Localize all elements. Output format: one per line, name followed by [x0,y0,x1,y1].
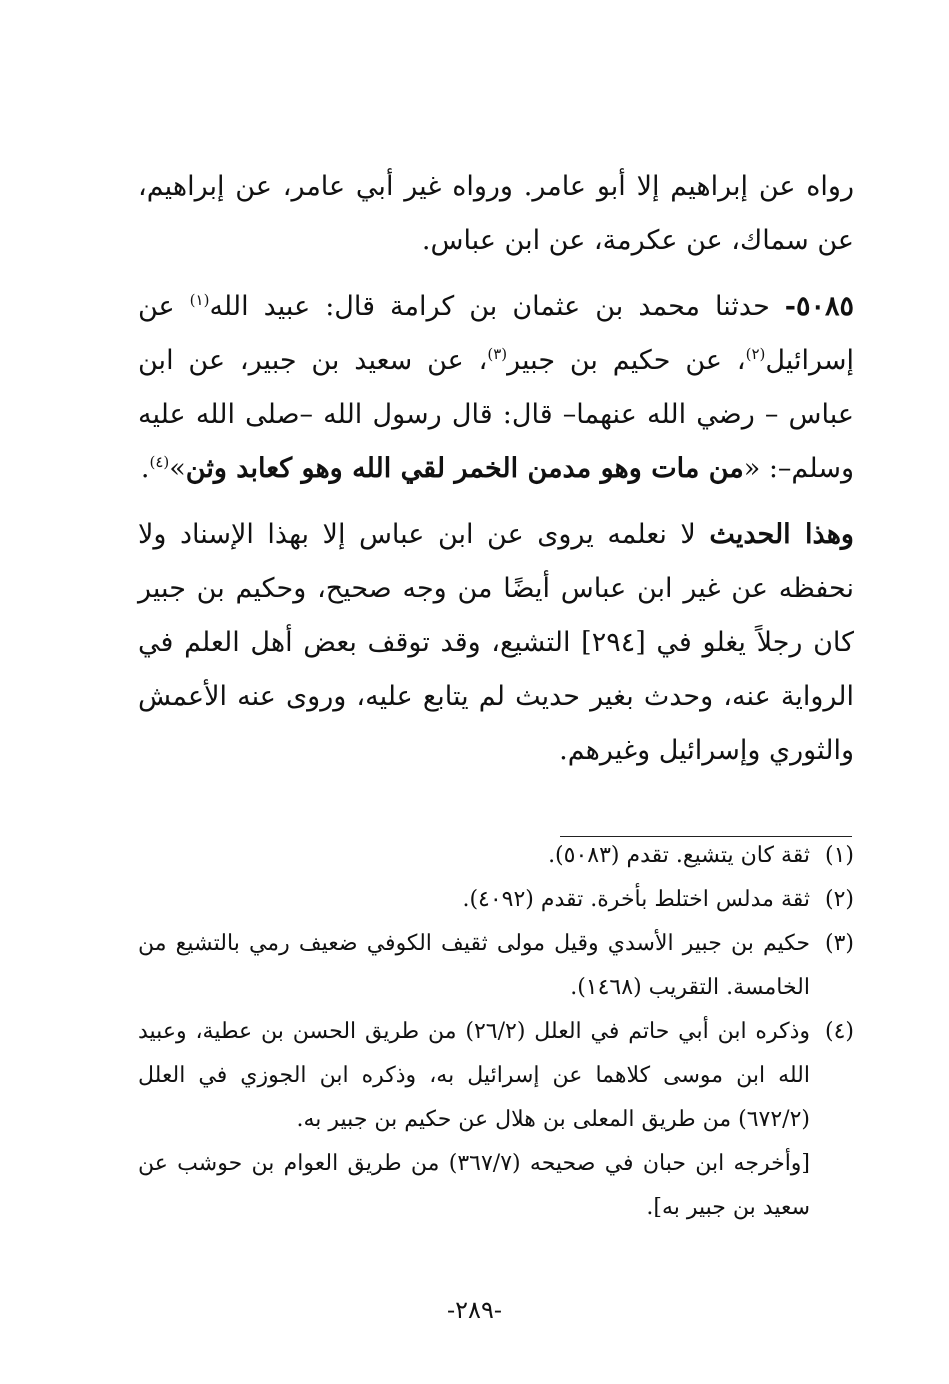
footnote-ref-4[interactable]: (٤) [149,453,170,471]
footnote-number: (٤) [824,1019,854,1044]
footnote-number: (١) [824,843,854,868]
footnote-text: وذكره ابن أبي حاتم في العلل (٢٦/٢) من طريق الحسن بن عطية، وعبيد الله ابن موسى كلاهما عن إسرائيل به، وذكره ابن الجوزي في العلل (٦٧٢/٢) من طريق المعلى بن هلال عن حكيم بن جبير به. [138,1019,810,1132]
commentary-text: لا نعلمه يروى عن ابن عباس إلا بهذا الإسناد ولا نحفظه عن غير ابن عباس أيضًا من وجه صحيح، وحكيم بن جبير كان رجلاً يغلو في [٢٩٤] التشيع، وقد توقف بعض أهل العلم في الرواية عنه، وحدث بغير حديث لم يتابع عليه، وروى عنه الأعمش والثوري وإسرائيل وغيرهم. [138,519,854,766]
footnote-3 [138,922,854,1010]
hadith-isnad-a: حدثنا محمد بن عثمان بن كرامة قال: عبيد الله [209,291,785,322]
page-number: -٢٨٩- [447,1296,502,1324]
hadith-isnad-c: ، عن حكيم بن جبير [507,345,746,376]
footnote-number: (٢) [824,887,854,912]
hadith-number: ٥٠٨٥- [784,291,854,322]
paragraph-hadith [138,280,854,496]
commentary-lead: وهذا الحديث [709,519,854,550]
hadith-isnad-d: ، عن سعيد بن جبير، عن ابن عباس – رضي الله عنهما– قال: قال رسول الله –صلى الله عليه وسلم–: « [138,345,854,484]
footnote-2 [138,878,854,922]
main-text [138,160,854,790]
footnote-4-continuation [138,1142,854,1230]
hadith-close-quote: » [169,453,186,484]
footnote-number: (٣) [824,931,854,956]
hadith-matn: من مات وهو مدمن الخمر لقي الله وهو كعابد وثن [185,453,744,484]
footnote-text: ثقة كان يتشيع. تقدم (٥٠٨٣). [548,843,810,868]
footnote-text: ثقة مدلس اختلط بأخرة. تقدم (٤٠٩٢). [462,887,810,912]
footnote-text: حكيم بن جبير الأسدي وقيل مولى ثقيف الكوفي ضعيف رمي بالتشيع من الخامسة. التقريب (١٤٦٨). [138,931,810,1000]
footnote-continuation-text: [وأخرجه ابن حبان في صحيحه (٣٦٧/٧) من طريق العوام بن حوشب عن سعيد بن جبير به]. [138,1151,811,1220]
footnote-ref-1[interactable]: (١) [189,291,210,309]
hadith-isnad-b: عن إسرائيل [138,291,854,376]
footnote-ref-2[interactable]: (٢) [745,345,766,363]
footnote-4 [138,1010,854,1142]
paragraph-commentary [138,508,854,778]
footnotes [138,830,854,1230]
paragraph-intro: رواه عن إبراهيم إلا أبو عامر. ورواه غير أبي عامر، عن إبراهيم، عن سماك، عن عكرمة، عن ابن عباس. [138,171,854,256]
footnote-1 [138,834,854,878]
hadith-end: . [140,453,150,484]
footnote-ref-3[interactable]: (٣) [487,345,508,363]
